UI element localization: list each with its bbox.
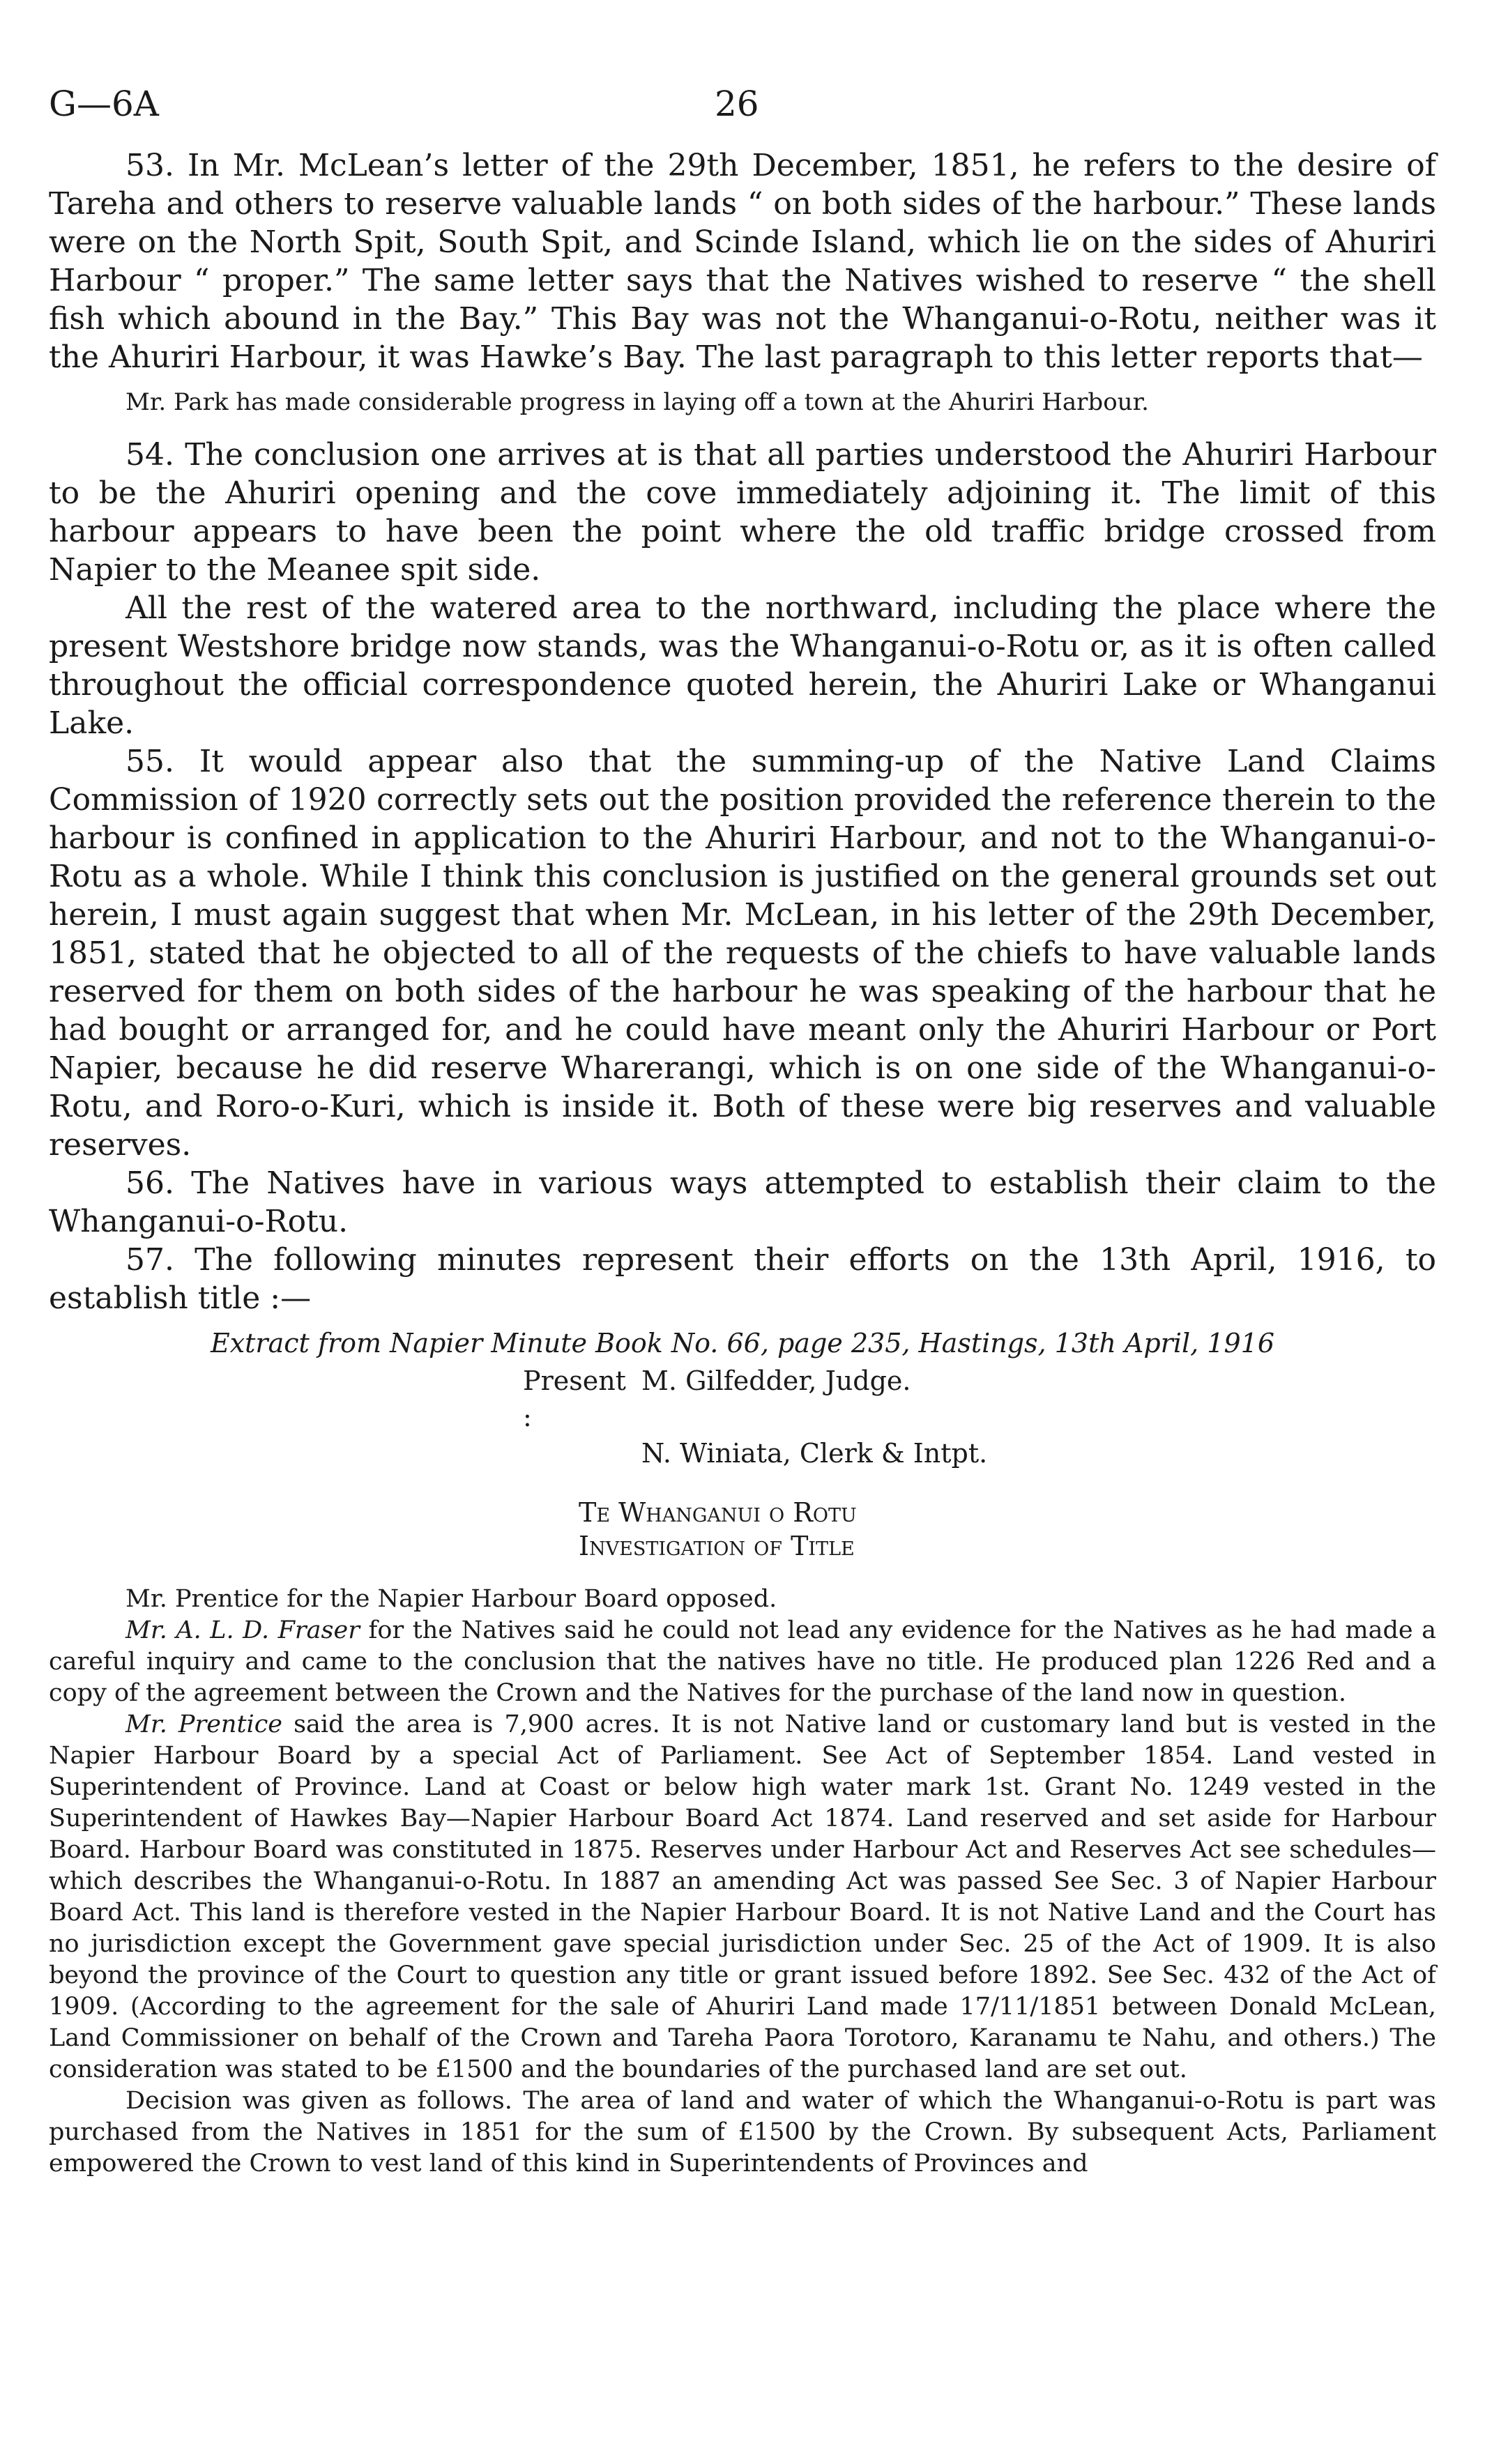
paragraph-53: 53. In Mr. McLean’s letter of the 29th December, 1851, he refers to the desire of Tareha and others to reserve valuable lands “ on both sides of the harbour.” These lands were on the North Spit, South Spit, and Scinde Island, which lie on the sides of Ahuriri Harbour “ proper.” The same letter says that the Natives wished to reserve “ the shell fish which abound in the Bay.” This Bay was not the Whanganui-o-Rotu, neither was it the Ahuriri Harbour, it was Hawke’s Bay. The last paragraph to this letter reports that—	[49, 148, 1436, 375]
document-page	[49, 84, 1436, 2180]
minute-3	[49, 1709, 1436, 2086]
present-judge: M. Gilfedder, Judge.	[641, 1365, 911, 1396]
case-subtitle: Investigation of Title	[579, 1531, 855, 1561]
minute-2-text: for the Natives said he could not lead any evidence for the Natives as he had made a careful inquiry and came to the conclusion that the natives have no title. He produced plan 1226 Red and a copy of the agreement between the Crown and the Natives for the purchase of the land now in question.	[49, 1616, 1436, 1707]
main-body	[49, 146, 1436, 1317]
page-number: 26	[715, 84, 759, 124]
document-reference: G—6A	[49, 84, 159, 124]
speaker-name: Mr. Prentice	[125, 1711, 283, 1738]
present-label: Present :	[523, 1365, 626, 1432]
paragraph-55: 55. It would appear also that the summing-up of the Native Land Claims Commission of 1920 correctly sets out the position provided the reference therein to the harbour is confined in application to the Ahuriri Harbour, and not to the Whanganui-o-Rotu as a whole. While I think this conclusion is justified on the general grounds set out herein, I must again suggest that when Mr. McLean, in his letter of the 29th December, 1851, stated that he objected to all of the requests of the chiefs to have valuable lands reserved for them on both sides of the harbour he was speaking of the harbour that he had bought or arranged for, and he could have meant only the Ahuriri Harbour or Port Napier, because he did reserve Wharerangi, which is on one side of the Whanganui-o-Rotu, and Roro-o-Kuri, which is inside it. Both of these were big reserves and valuable reserves.	[49, 744, 1436, 1163]
minute-4: Decision was given as follows. The area of land and water of which the Whanganui-o-Rotu is part was purchased from the Natives in 1851 for the sum of £1500 by the Crown. By subsequent Acts, Parliament empowered the Crown to vest land of this kind in Superintendents of Provinces and	[49, 2087, 1436, 2178]
minute-2	[49, 1615, 1436, 1709]
paragraph-57: 57. The following minutes represent their efforts on the 13th April, 1916, to establish title :—	[49, 1242, 1436, 1316]
present-clerk: N. Winiata, Clerk & Intpt.	[641, 1438, 988, 1469]
paragraph-54: 54. The conclusion one arrives at is that all parties understood the Ahuriri Harbour to be the Ahuriri opening and the cove immediately adjoining it. The limit of this harbour appears to have been the point where the old traffic bridge crossed from Napier to the Meanee spit side.	[49, 437, 1436, 588]
page-header	[49, 84, 1436, 146]
paragraph-56: 56. The Natives have in various ways attempted to establish their claim to the Whanganui-o-Rotu.	[49, 1165, 1436, 1239]
extract-heading: Extract from Napier Minute Book No. 66, page 235, Hastings, 13th April, 1916	[210, 1328, 1274, 1359]
paragraph-54-continued: All the rest of the watered area to the northward, including the place where the present Westshore bridge now stands, was the Whanganui-o-Rotu or, as it is often called throughout the official correspondence quoted herein, the Ahuriri Lake or Whanganui Lake.	[49, 590, 1436, 741]
speaker-name: Mr. A. L. D. Fraser	[125, 1616, 360, 1644]
quoted-passage: Mr. Park has made considerable progress in laying off a town at the Ahuriri Harbour.	[125, 388, 1149, 416]
minutes-section	[49, 1584, 1436, 2180]
present-block	[523, 1363, 1436, 1471]
minute-1: Mr. Prentice for the Napier Harbour Board opposed.	[125, 1585, 777, 1613]
minute-3-text: said the area is 7,900 acres. It is not Native land or customary land but is vested in the Napier Harbour Board by a special Act of Parliament. See Act of September 1854. Land vested in Superintendent of Province. Land at Coast or below high water mark 1st. Grant No. 1249 vested in the Superintendent of Hawkes Bay—Napier Harbour Board Act 1874. Land reserved and set aside for Harbour Board. Harbour Board was constituted in 1875. Reserves under Harbour Act and Reserves Act see schedules—which describes the Whanganui-o-Rotu. In 1887 an amending Act was passed See Sec. 3 of Napier Harbour Board Act. This land is therefore vested in the Napier Harbour Board. It is not Native Land and the Court has no jurisdiction except the Government gave special jurisdiction under Sec. 25 of the Act of 1909. It is also beyond the province of the Court to question any title or grant issued before 1892. See Sec. 432 of the Act of 1909. (According to the agreement for the sale of Ahuriri Land made 17/11/1851 between Donald McLean, Land Commissioner on behalf of the Crown and Tareha Paora Torotoro, Karanamu te Nahu, and others.) The consideration was stated to be £1500 and the boundaries of the purchased land are set out.	[49, 1711, 1436, 2083]
case-title: Te Whanganui o Rotu	[579, 1497, 857, 1528]
